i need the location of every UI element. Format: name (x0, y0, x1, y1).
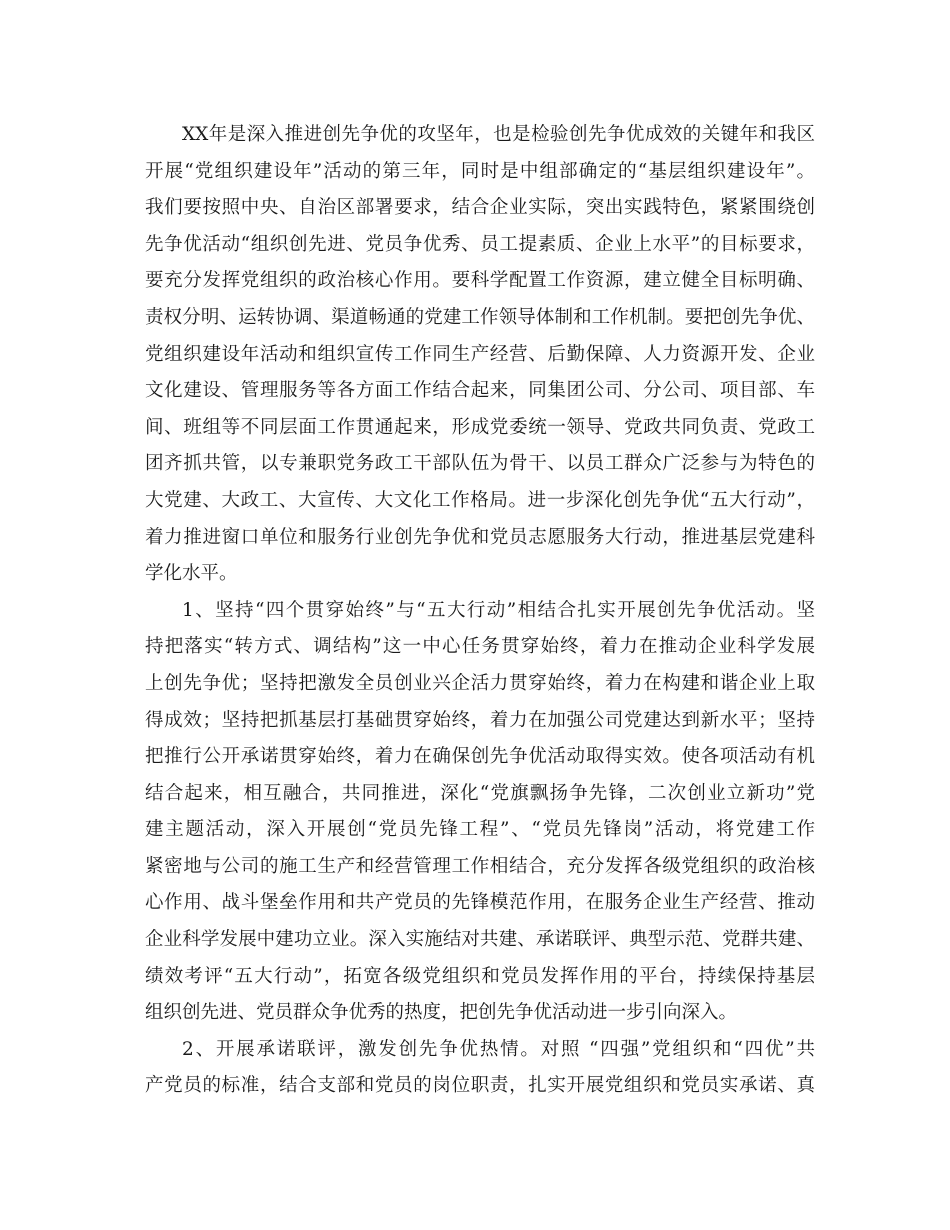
text-line: 企业科学发展中建功立业。深入实施结对共建、承诺联评、典型示范、党群共建、 (145, 929, 815, 951)
paragraph-intro (145, 117, 815, 593)
paragraph-item-2 (145, 1032, 815, 1105)
text-line: 间、班组等不同层面工作贯通起来，形成党委统一领导、党政共同负责、党政工 (145, 416, 815, 438)
text-line: 绩效考评“五大行动”，拓宽各级党组织和党员发挥作用的平台，持续保持基层 (145, 965, 815, 987)
text-line: 组织创先进、党员群众争优秀的热度，把创先争优活动进一步引向深入。 (145, 1002, 738, 1024)
text-line: XX年是深入推进创先争优的攻坚年，也是检验创先争优成效的关键年和我区 (182, 124, 815, 145)
text-line: 大党建、大政工、大宣传、大文化工作格局。进一步深化创先争优“五大行动”， (145, 489, 815, 511)
text-line: 党组织建设年活动和组织宣传工作同生产经营、后勤保障、人力资源开发、企业 (145, 343, 815, 365)
text-line: 开展“党组织建设年”活动的第三年，同时是中组部确定的“基层组织建设年”。 (145, 160, 815, 182)
text-line: 得成效；坚持把抓基层打基础贯穿始终，着力在加强公司党建达到新水平；坚持 (145, 709, 815, 731)
text-line: 建主题活动，深入开展创“党员先锋工程”、“党员先锋岗”活动，将党建工作 (145, 819, 815, 841)
text-line: 把推行公开承诺贯穿始终，着力在确保创先争优活动取得实效。使各项活动有机 (145, 746, 815, 768)
text-line: 结合起来，相互融合，共同推进，深化“党旗飘扬争先锋，二次创业立新功”党 (145, 782, 815, 804)
text-line: 文化建设、管理服务等各方面工作结合起来，同集团公司、分公司、项目部、车 (145, 380, 815, 402)
text-line: 紧密地与公司的施工生产和经营管理工作相结合，充分发挥各级党组织的政治核 (145, 855, 815, 877)
text-line: 心作用、战斗堡垒作用和共产党员的先锋模范作用，在服务企业生产经营、推动 (145, 892, 815, 914)
document-body (145, 117, 815, 1105)
text-line: 团齐抓共管，以专兼职党务政工干部队伍为骨干、以员工群众广泛参与为特色的 (145, 453, 815, 475)
text-line: 要充分发挥党组织的政治核心作用。要科学配置工作资源，建立健全目标明确、 (145, 270, 815, 292)
text-line: 2、开展承诺联评，激发创先争优热情。对照 “四强”党组织和“四优”共 (182, 1038, 815, 1060)
paragraph-item-1 (145, 593, 815, 1032)
text-line: 上创先争优；坚持把激发全员创业兴企活力贯穿始终，着力在构建和谐企业上取 (145, 672, 815, 694)
text-line: 先争优活动“组织创先进、党员争优秀、员工提素质、企业上水平”的目标要求， (145, 233, 815, 255)
text-line: 我们要按照中央、自治区部署要求，结合企业实际，突出实践特色，紧紧围绕创 (145, 197, 815, 219)
text-line: 1、坚持“四个贯穿始终”与“五大行动”相结合扎实开展创先争优活动。坚 (182, 599, 815, 621)
text-line: 持把落实“转方式、调结构”这一中心任务贯穿始终，着力在推动企业科学发展 (145, 636, 815, 658)
text-line: 产党员的标准，结合支部和党员的岗位职责，扎实开展党组织和党员实承诺、真 (145, 1075, 815, 1097)
text-line: 着力推进窗口单位和服务行业创先争优和党员志愿服务大行动，推进基层党建科 (145, 526, 815, 548)
text-line: 学化水平。 (145, 563, 238, 585)
text-line: 责权分明、运转协调、渠道畅通的党建工作领导体制和工作机制。要把创先争优、 (145, 306, 815, 328)
